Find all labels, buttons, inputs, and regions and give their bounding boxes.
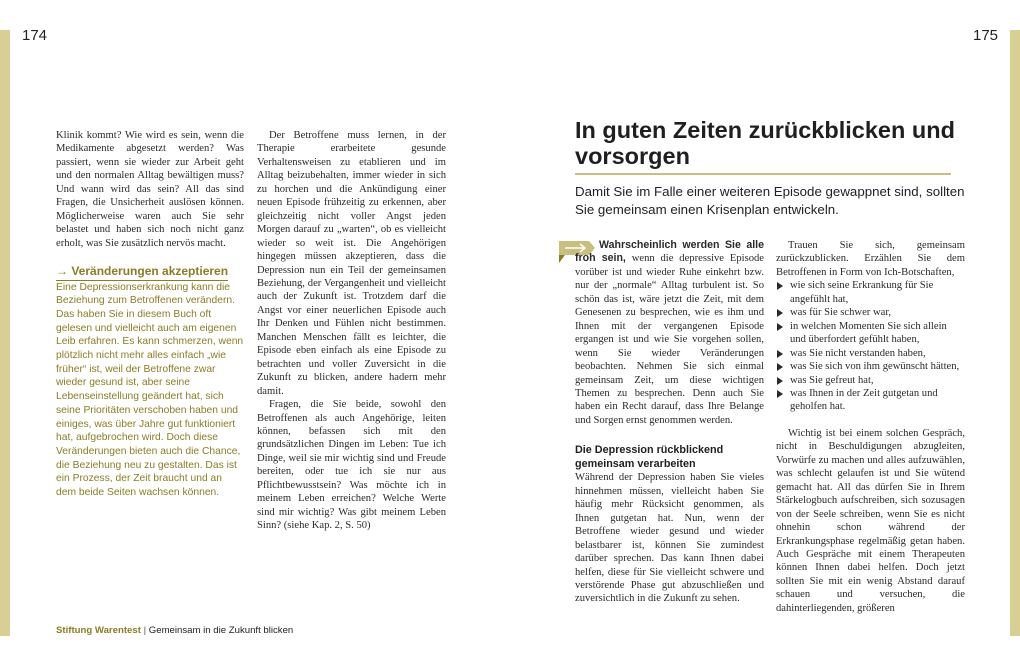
chapter-title: In guten Zeiten zurückblicken und vorsorgen — [575, 117, 955, 169]
page-number-right: 175 — [973, 27, 999, 44]
lead-text: Damit Sie im Falle einer weiteren Episode gewappnet sind, sollten Sie gemeinsam einen Krisenplan entwickeln. — [575, 184, 965, 217]
footer-separator: | — [143, 625, 147, 636]
col3-lead-bold: Wahrscheinlich werden Sie alle froh sein, — [575, 239, 764, 265]
left-column-2 — [257, 129, 446, 533]
right-page-edge-bar — [1010, 30, 1020, 636]
title-rule — [575, 173, 951, 175]
col3-paragraph-2: Während der Depression haben Sie vieles hinnehmen müssen, vielleicht haben Sie häufig mehr Rücksicht genommen, als Ihnen gutgetan hat. Nun, wenn der Betroffene wieder gesund und wieder belastbarer ist, können Sie zumindest darüber sprechen. Das kann Ihnen dabei helfen, diese für Sie vielleicht schwere und verstörende Phase gut abzuschließen und zuversichtlich in die Zukunft zu sehen. — [575, 472, 764, 605]
triangle-bullet-icon — [777, 363, 783, 371]
sidebar-heading: → Veränderungen akzeptieren — [56, 265, 228, 280]
list-item: wie sich seine Erkrankung für Sie angefühlt hat, — [776, 279, 965, 306]
triangle-bullet-icon — [777, 350, 783, 358]
list-item: was Sie gefreut hat, — [776, 374, 965, 387]
col3-lead-rest: wenn die depressive Episode vorüber ist und wieder Ruhe einkehrt bzw. nur der „normale“ Alltag turbulent ist. So schön das ist, wäre jetzt die Zeit, mit dem Genesenen zu besprechen, wie es ihm und Ihnen mit der vergangenen Episode ergangen ist und wie Sie vorgehen sollen, wenn Sie wieder Veränderungen beobachten. Nehmen Sie sich einmal gemeinsam Zeit, um diese wichtigen Themen zu besprechen. Denn auch Sie haben ein Recht darauf, dass Ihre Belange und Sorgen ernst genommen werden. — [575, 253, 764, 426]
footer — [56, 625, 293, 636]
list-item: was Sie nicht verstanden haben, — [776, 347, 965, 360]
footer-title: Gemeinsam in die Zukunft blicken — [148, 625, 294, 636]
list-item: in welchen Momenten Sie sich allein und überfordert gefühlt haben, — [776, 320, 965, 347]
triangle-bullet-icon — [777, 377, 783, 385]
triangle-bullet-icon — [777, 282, 783, 290]
triangle-bullet-icon — [777, 390, 783, 398]
left-page-edge-bar — [0, 30, 10, 636]
bullet-list — [776, 279, 965, 414]
subheading: Die Depression rückblickend gemeinsam verarbeiten — [575, 444, 724, 470]
col4-paragraph-2: Wichtig ist bei einem solchen Gespräch, nicht in Beschuldigungen abzugleiten, Vorwürfe zu machen und alles aufzuwählen, was schlecht gelaufen ist und Sie wütend gemacht hat. All das dürfen Sie in Ihrem Stärkelogbuch aufschreiben, sich sozusagen von der Seele schreiben, wenn Sie es nicht ohnehin schon während der Erkrankungsphase regelmäßig getan haben. Auch Gespräche mit einem Therapeuten können Ihnen dabei helfen. Doch jetzt sollten Sie mit ein wenig Abstand darauf schauen und versuchen, die dahinterliegenden, größeren — [776, 427, 965, 614]
col2-paragraph-1: Der Betroffene muss lernen, in der Therapie erarbeitete gesunde Verhaltensweisen zu etablieren und im Alltag beizubehalten, immer wieder in sich zu horchen und die Ankündigung einer neuen Episode frühzeitig zu erkennen, aber gleichzeitig nicht voller Angst jeden Morgen darauf zu „warten“, ob es vielleicht wieder so weit ist. Die Angehörigen hingegen müssen akzeptieren, dass die Depression nun ein Teil der gemeinsamen Beziehung, der Vergangenheit und vielleicht auch der Zukunft ist. Trotzdem darf die Angst vor einer neuerlichen Episode auch Ihr Denken und Fühlen nicht bestimmen. Manchen Menschen fällt es leichter, die Episode eben einfach als eine Episode zu betrachten und voller Zuversicht in die Zukunft zu blicken, andere hadern mehr damit. — [257, 130, 446, 397]
col3-paragraph-1 — [575, 239, 764, 427]
page-number-left: 174 — [22, 27, 48, 44]
list-item: was für Sie schwer war, — [776, 306, 965, 319]
list-item: was Sie sich von ihm gewünscht hätten, — [776, 360, 965, 373]
col2-paragraph-2: Fragen, die Sie beide, sowohl den Betroffenen als auch Angehörige, leiten können, befassen sich mit den grundsätzlichen Dingen im Leben: Tue ich Dinge, weil sie mir wichtig sind und Freude bereiten, oder tue ich sie nur aus Pflichtbewusstsein? Was möchte ich in meinem Leben erreichen? Welche Werte sind mir wichtig? Was gibt meinem Leben Sinn? (siehe Kap. 2, S. 50) — [257, 399, 446, 532]
triangle-bullet-icon — [777, 323, 783, 331]
col1-paragraph: Klinik kommt? Wie wird es sein, wenn die Medikamente abgesetzt werden? Was passiert, wenn sie wieder zur Arbeit geht und den normalen Alltag bewältigen muss? Und wann wird das sein? All das sind Fragen, die Unsicherheit auslösen können. Möglicherweise waren auch Sie sehr belastet und haben sich noch nicht ganz erholt, was Sie zusätzlich nervös macht. — [56, 130, 244, 249]
right-column-1 — [575, 239, 764, 606]
col4-intro: Trauen Sie sich, gemeinsam zurückzublicken. Erzählen Sie dem Betroffenen in Form von Ich-Botschaften, — [776, 240, 965, 278]
list-item: was Ihnen in der Zeit gutgetan und geholfen hat. — [776, 387, 965, 414]
right-column-2 — [776, 239, 965, 615]
footer-brand: Stiftung Warentest — [56, 625, 141, 636]
triangle-bullet-icon — [777, 309, 783, 317]
sidebar-text: Eine Depressionserkrankung kann die Beziehung zum Betroffenen verändern. Das haben Sie in diesem Buch oft gelesen und vielleicht auch am eigenen Leib erfahren. Es kann schmerzen, wenn plötzlich nicht mehr alles einfach „wie früher“ ist, weil der Betroffene zwar wieder gesund ist, aber seine Lebenseinstellung geändert hat, sich seine Prioritäten verschoben haben und einiges, was über Jahre gut funktioniert hat, aufgebrochen wird. Doch diese Veränderungen bieten auch die Chance, die Beziehung neu zu gestalten. Das ist ein Prozess, der Zeit braucht und an dem beide Seiten wachsen können. — [56, 281, 244, 499]
left-column-1 — [56, 129, 244, 500]
